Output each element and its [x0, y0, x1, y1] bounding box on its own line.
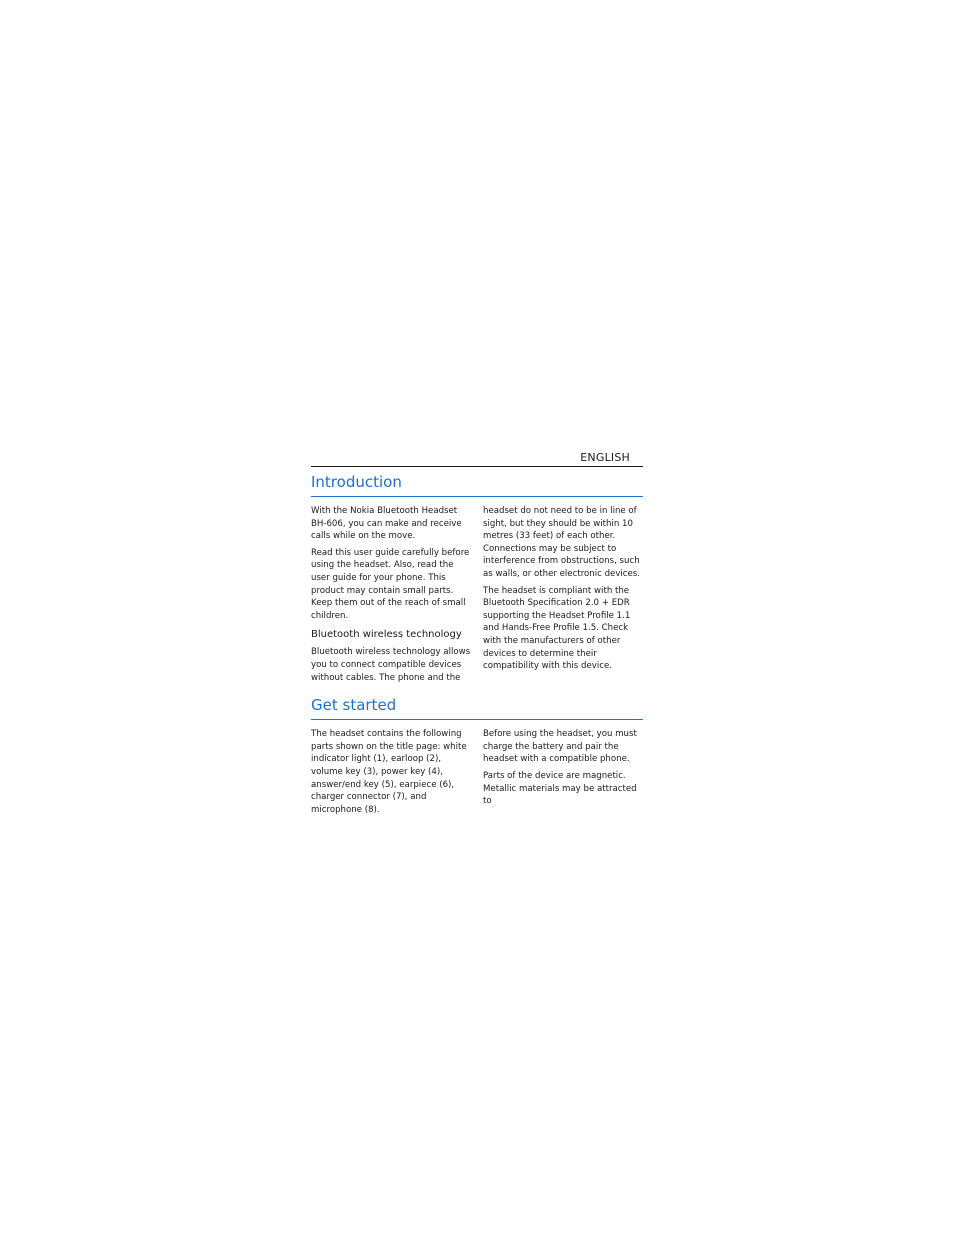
intro-paragraph-3: Bluetooth wireless technology allows you to connect compatible devices without cables. The phone and the	[311, 647, 471, 683]
language-header	[311, 449, 643, 467]
get-started-paragraph-1: The headset contains the following parts shown on the title page: white indicator light (1), earloop (2), volume key (3), power key (4), answer/end key (5), earpiece (6), charger connector (7), and microphone (8).	[311, 729, 467, 815]
bluetooth-subheading: Bluetooth wireless technology	[311, 629, 462, 641]
get-started-body	[311, 728, 643, 820]
get-started-right-column	[483, 728, 643, 820]
get-started-paragraph-2: Before using the headset, you must charge the battery and pair the headset with a compatible phone.	[483, 729, 637, 765]
introduction-right-column	[483, 505, 643, 688]
intro-paragraph-1: With the Nokia Bluetooth Headset BH-606, you can make and receive calls while on the move.	[311, 506, 462, 542]
intro-paragraph-2: Read this user guide carefully before using the headset. Also, read the user guide for your phone. This product may contain small parts. Keep them out of the reach of small children.	[311, 547, 470, 621]
intro-paragraph-4: headset do not need to be in line of sight, but they should be within 10 metres (33 feet) of each other. Connections may be subject to interference from obstructions, such as walls, or other electronic devices.	[483, 506, 641, 579]
manual-page	[311, 449, 643, 820]
introduction-heading: Introduction	[311, 472, 643, 497]
introduction-left-column	[311, 505, 471, 688]
get-started-heading: Get started	[311, 695, 643, 720]
introduction-body	[311, 505, 643, 688]
language-label: ENGLISH	[580, 451, 630, 464]
get-started-paragraph-3: Parts of the device are magnetic. Metallic materials may be attracted to	[483, 770, 637, 807]
get-started-left-column	[311, 728, 471, 820]
intro-paragraph-5: The headset is compliant with the Bluetooth Specification 2.0 + EDR supporting the Headset Profile 1.1 and Hands-Free Profile 1.5. Check with the manufacturers of other devices to determine their compatibility with this device.	[483, 585, 631, 672]
